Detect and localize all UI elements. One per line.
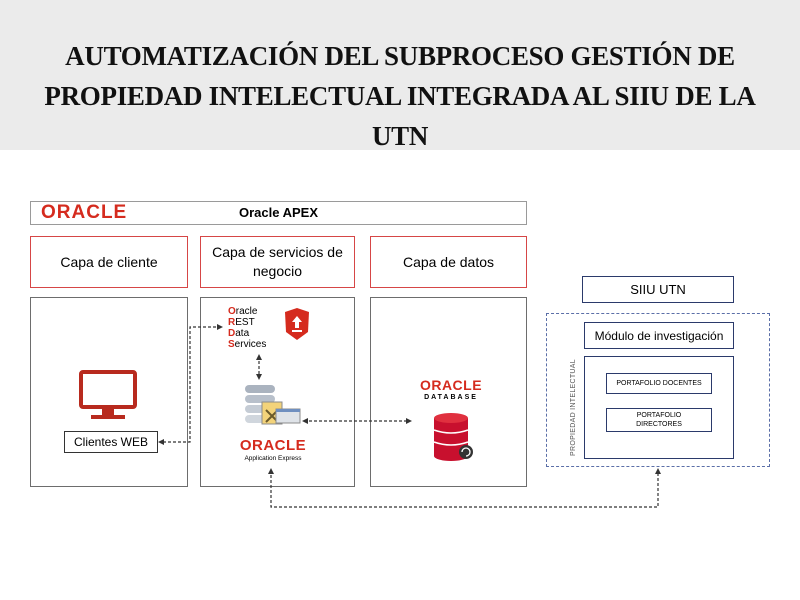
siiu-utn-box	[582, 276, 734, 303]
layer-services	[200, 236, 355, 288]
database-caption: DATABASE	[424, 394, 478, 401]
ords-line-4: Services	[228, 339, 267, 350]
oracle-database-logo-text: ORACLE	[419, 377, 483, 393]
ords-line-2: REST	[228, 317, 255, 328]
oracle-logo: ORACLE	[41, 202, 128, 223]
oracle-database-logo	[410, 378, 492, 402]
portafolio-directores-label-2: DIRECTORES	[636, 421, 682, 428]
ords-line-3: Data	[228, 328, 250, 339]
ords-line-1: Oracle	[228, 306, 258, 317]
portafolio-directores-box	[606, 408, 712, 432]
oracle-apex-bar	[30, 201, 527, 225]
oracle-apex-label: Oracle APEX	[238, 205, 318, 220]
oracle-apex-logo	[228, 438, 318, 463]
layer-client-label: Capa de cliente	[60, 253, 158, 270]
propiedad-intelectual-label: PROPIEDAD INTELECTUAL	[570, 359, 577, 456]
title-line-1: AUTOMATIZACIÓN DEL SUBPROCESO GESTIÓN DE	[65, 41, 735, 71]
portafolio-docentes-box	[606, 373, 712, 394]
page-title	[40, 36, 760, 156]
clientes-web-box	[64, 431, 158, 453]
title-line-2: PROPIEDAD INTELECTUAL INTEGRADA AL SIIU DE LA	[44, 81, 756, 111]
title-line-3: UTN	[371, 121, 429, 151]
arrow-head-siiu-bottom	[655, 468, 661, 474]
layer-services-label-2: negocio	[252, 263, 303, 279]
ords-label	[228, 306, 266, 350]
modulo-investigacion-box	[584, 322, 734, 349]
portafolio-directores-label-1: PORTAFOLIO	[636, 412, 682, 419]
siiu-utn-label: SIIU UTN	[630, 282, 686, 297]
client-panel	[30, 297, 188, 487]
modulo-investigacion-label: Módulo de investigación	[594, 328, 724, 343]
oracle-apex-logo-text: ORACLE	[239, 437, 307, 454]
apex-caption: Application Express	[244, 455, 302, 462]
layer-data-label: Capa de datos	[402, 253, 495, 270]
layer-data	[370, 236, 527, 288]
clientes-web-label: Clientes WEB	[73, 435, 149, 449]
layer-services-label-1: Capa de servicios de	[212, 244, 343, 260]
layer-client	[30, 236, 188, 288]
portafolio-docentes-label: PORTAFOLIO DOCENTES	[616, 380, 702, 387]
